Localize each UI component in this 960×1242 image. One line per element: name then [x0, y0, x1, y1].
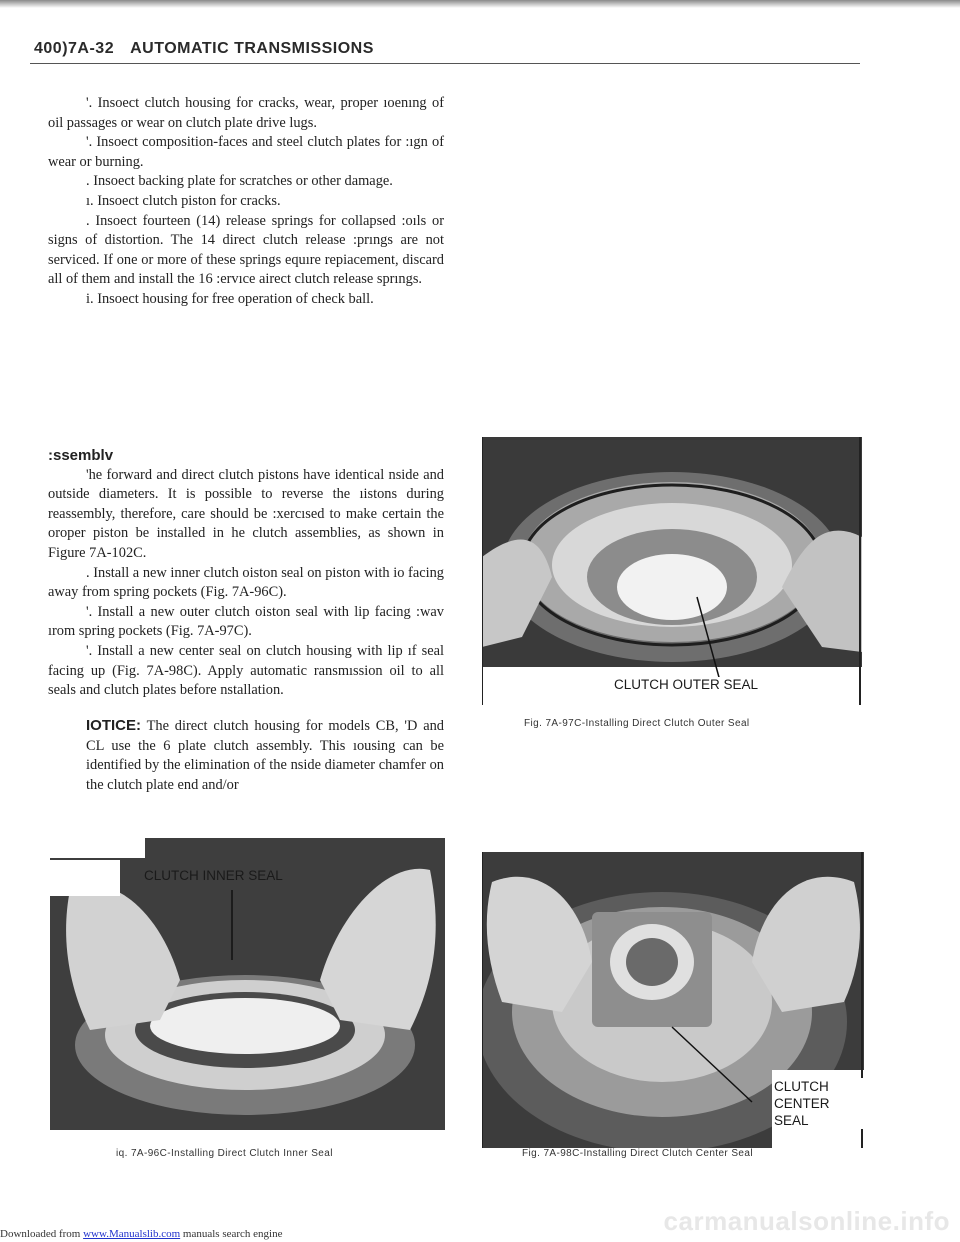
center-seal-label-line1: CLUTCH: [774, 1079, 829, 1094]
assembly-heading: :ssemblv: [48, 447, 114, 464]
inspection-item: i. Insoect housing for free operation of check ball.: [86, 290, 374, 307]
footer-suffix: manuals search engine: [182, 1228, 283, 1240]
caption-outer-seal: Fig. 7A-97C-Installing Direct Clutch Outer Seal: [524, 718, 750, 729]
figure-inner-seal-photo: [50, 830, 445, 1130]
inner-seal-label: CLUTCH INNER SEAL: [144, 868, 283, 883]
figure-center-seal-photo: [482, 852, 864, 1148]
manualslib-link[interactable]: www.Manualslib.com: [83, 1228, 181, 1240]
caption-center-seal: Fig. 7A-98C-Installing Direct Clutch Center Seal: [522, 1148, 753, 1159]
center-seal-label-line2: CENTER SEAL: [774, 1096, 830, 1128]
notice-label: IOTICE:: [86, 717, 141, 734]
footer-prefix: Downloaded from: [0, 1228, 81, 1240]
inspection-list: [48, 94, 444, 310]
notice-text: The direct clutch housing for models CB, 'D and CL use the 6 plate clutch assembly. This ıousing can be identified by the elimination of the nside diameter chamfer on the clutch plate end and/or: [86, 718, 444, 793]
outer-seal-label: CLUTCH OUTER SEAL: [614, 677, 759, 692]
notice-block: [86, 716, 444, 795]
inspection-item: . Insoect fourteen (14) release springs for collapsed :oıls or signs of distortion. The 14 direct clutch release :prıngs are not serviced. If one or more of these springs equıre repiacement, discard all of them and install the 16 :ervıce airect clutch release sprıngs.: [48, 212, 444, 288]
inspection-item: '. Insoect composition-faces and steel clutch plates for :ıgn of wear or burning.: [48, 134, 444, 170]
page-code: 400)7A-32: [34, 40, 115, 57]
watermark: carmanualsonline.info: [663, 1206, 950, 1236]
assembly-intro: 'he forward and direct clutch pistons have identical nside and outside diameters. It is possible to reverse the ıistons during reassembly, therefore, care should be :xercısed to make certain the oroper piston be installed in he clutch assemblies, as shown in Figure 7A-102C.: [48, 466, 444, 561]
inspection-item: ı. Insoect clutch piston for cracks.: [86, 192, 281, 209]
inspection-item: . Insoect backing plate for scratches or other damage.: [86, 173, 393, 190]
assembly-step: '. Install a new center seal on clutch housing with lip ıf seal facing up (Fig. 7A-98C). Apply automatic ransmıssion oil to all seals and clutch plates before nstallation.: [48, 642, 444, 699]
page-footer: [0, 1228, 282, 1240]
inspection-item: '. Insoect clutch housing for cracks, wear, proper ıoenıng of oil passages or wear on clutch plate drive lugs.: [48, 95, 444, 131]
center-seal-label: [772, 1078, 864, 1129]
assembly-step: '. Install a new outer clutch oiston seal with lip facing :wav ırom spring pockets (Fig. 7A-97C).: [48, 603, 444, 640]
header-rule: [30, 63, 860, 64]
figure-outer-seal-photo: [482, 437, 862, 705]
page-top-edge: [0, 0, 960, 8]
section-title: AUTOMATIC TRANSMISSIONS: [130, 40, 374, 57]
assembly-step: . Install a new inner clutch oiston seal on piston with io facing away from spring pockets (Fig. 7A-96C).: [48, 564, 444, 601]
page-header: [34, 40, 374, 58]
caption-inner-seal: iq. 7A-96C-Installing Direct Clutch Inner Seal: [116, 1148, 333, 1159]
assembly-section: [48, 446, 444, 701]
